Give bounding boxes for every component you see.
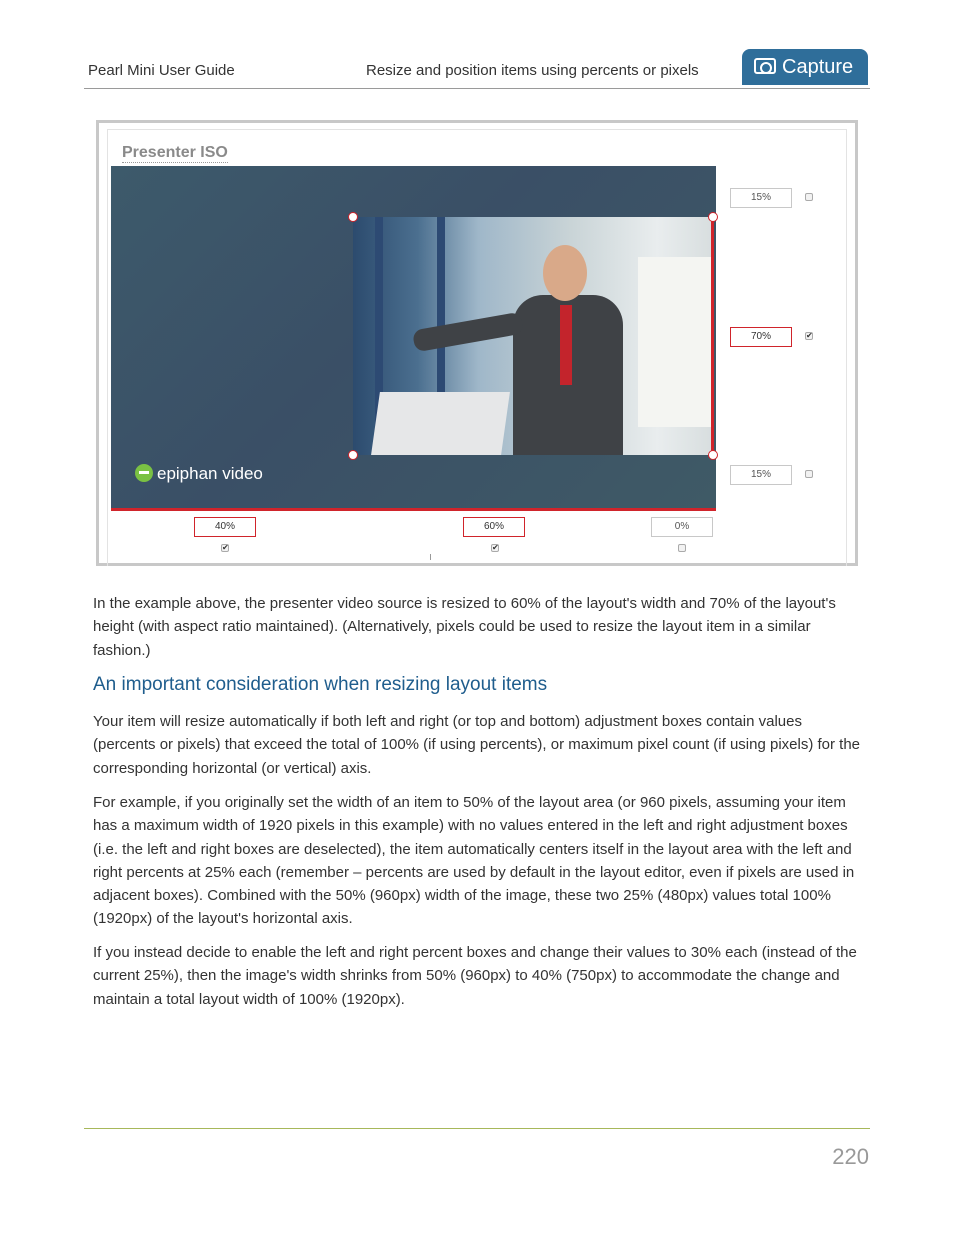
bottom-percent-input[interactable]: 15% bbox=[730, 465, 792, 485]
width-enable-checkbox[interactable] bbox=[491, 544, 499, 552]
section-heading: An important consideration when resizing layout items bbox=[93, 674, 548, 695]
right-percent-input[interactable]: 0% bbox=[651, 517, 713, 537]
epiphan-logo-icon bbox=[135, 464, 153, 482]
paragraph-instead: If you instead decide to enable the left and right percent boxes and change their values to 30% each (instead of the current 25%), then the image's width shrinks from 50% (960px) to 40% (750px) to accommodate the change and maintain a total layout width of 100% (1920px). bbox=[93, 944, 857, 1008]
epiphan-logo bbox=[135, 464, 263, 484]
presenter-tie bbox=[560, 305, 572, 385]
resize-handle-bottom-right[interactable] bbox=[708, 450, 718, 460]
podium bbox=[370, 392, 510, 455]
section-title: Resize and position items using percents or pixels bbox=[366, 62, 699, 79]
left-percent-input[interactable]: 40% bbox=[194, 517, 256, 537]
top-percent-input[interactable]: 15% bbox=[730, 188, 792, 208]
paragraph-auto-resize: Your item will resize automatically if both left and right (or top and bottom) adjustment boxes contain values (percents or pixels) that exceed the total of 100% (if using percents), or maximum pixel count (if using pixels) for the corresponding horizontal (or vertical) axis. bbox=[93, 713, 861, 777]
paragraph-for-example: For example, if you originally set the width of an item to 50% of the layout area (or 960 pixels, assuming your item has a maximum width of 1920 pixels in this example) with no values entered in the left and right adjustment boxes (i.e. the left and right boxes are deselected), the item automatically centers itself in the layout area with the left and right percents at 25% each (remember – percents are used by default in the layout editor, even if pixels are used in adjacent boxes). Combined with the 50% (960px) width of the image, these two 25% (480px) values total 100% (1920px) of the layout's horizontal axis. bbox=[93, 794, 855, 928]
center-tick bbox=[430, 554, 431, 560]
top-enable-checkbox[interactable] bbox=[805, 193, 813, 201]
page-number: 220 bbox=[832, 1144, 869, 1169]
camera-icon bbox=[754, 58, 776, 74]
left-enable-checkbox[interactable] bbox=[221, 544, 229, 552]
right-enable-checkbox[interactable] bbox=[678, 544, 686, 552]
paragraph-example: In the example above, the presenter video source is resized to 60% of the layout's width and 70% of the layout's height (with aspect ratio maintained). (Alternatively, pixels could be used to resize the layout item in a similar fashion.) bbox=[93, 595, 836, 659]
capture-label: Capture bbox=[782, 56, 854, 78]
panel-title: Presenter ISO bbox=[122, 144, 228, 161]
whiteboard bbox=[638, 257, 714, 427]
height-enable-checkbox[interactable] bbox=[805, 332, 813, 340]
presenter-head bbox=[543, 245, 587, 301]
resize-handle-top-left[interactable] bbox=[348, 212, 358, 222]
bottom-enable-checkbox[interactable] bbox=[805, 470, 813, 478]
resize-handle-top-right[interactable] bbox=[708, 212, 718, 222]
resize-handle-bottom-left[interactable] bbox=[348, 450, 358, 460]
height-percent-input[interactable]: 70% bbox=[730, 327, 792, 347]
width-percent-input[interactable]: 60% bbox=[463, 517, 525, 537]
page-header bbox=[84, 48, 870, 89]
guide-title: Pearl Mini User Guide bbox=[88, 62, 235, 79]
presenter-video-source[interactable] bbox=[353, 217, 714, 455]
capture-badge bbox=[742, 49, 868, 85]
logo-text: epiphan video bbox=[157, 464, 263, 483]
footer-divider bbox=[84, 1128, 870, 1129]
